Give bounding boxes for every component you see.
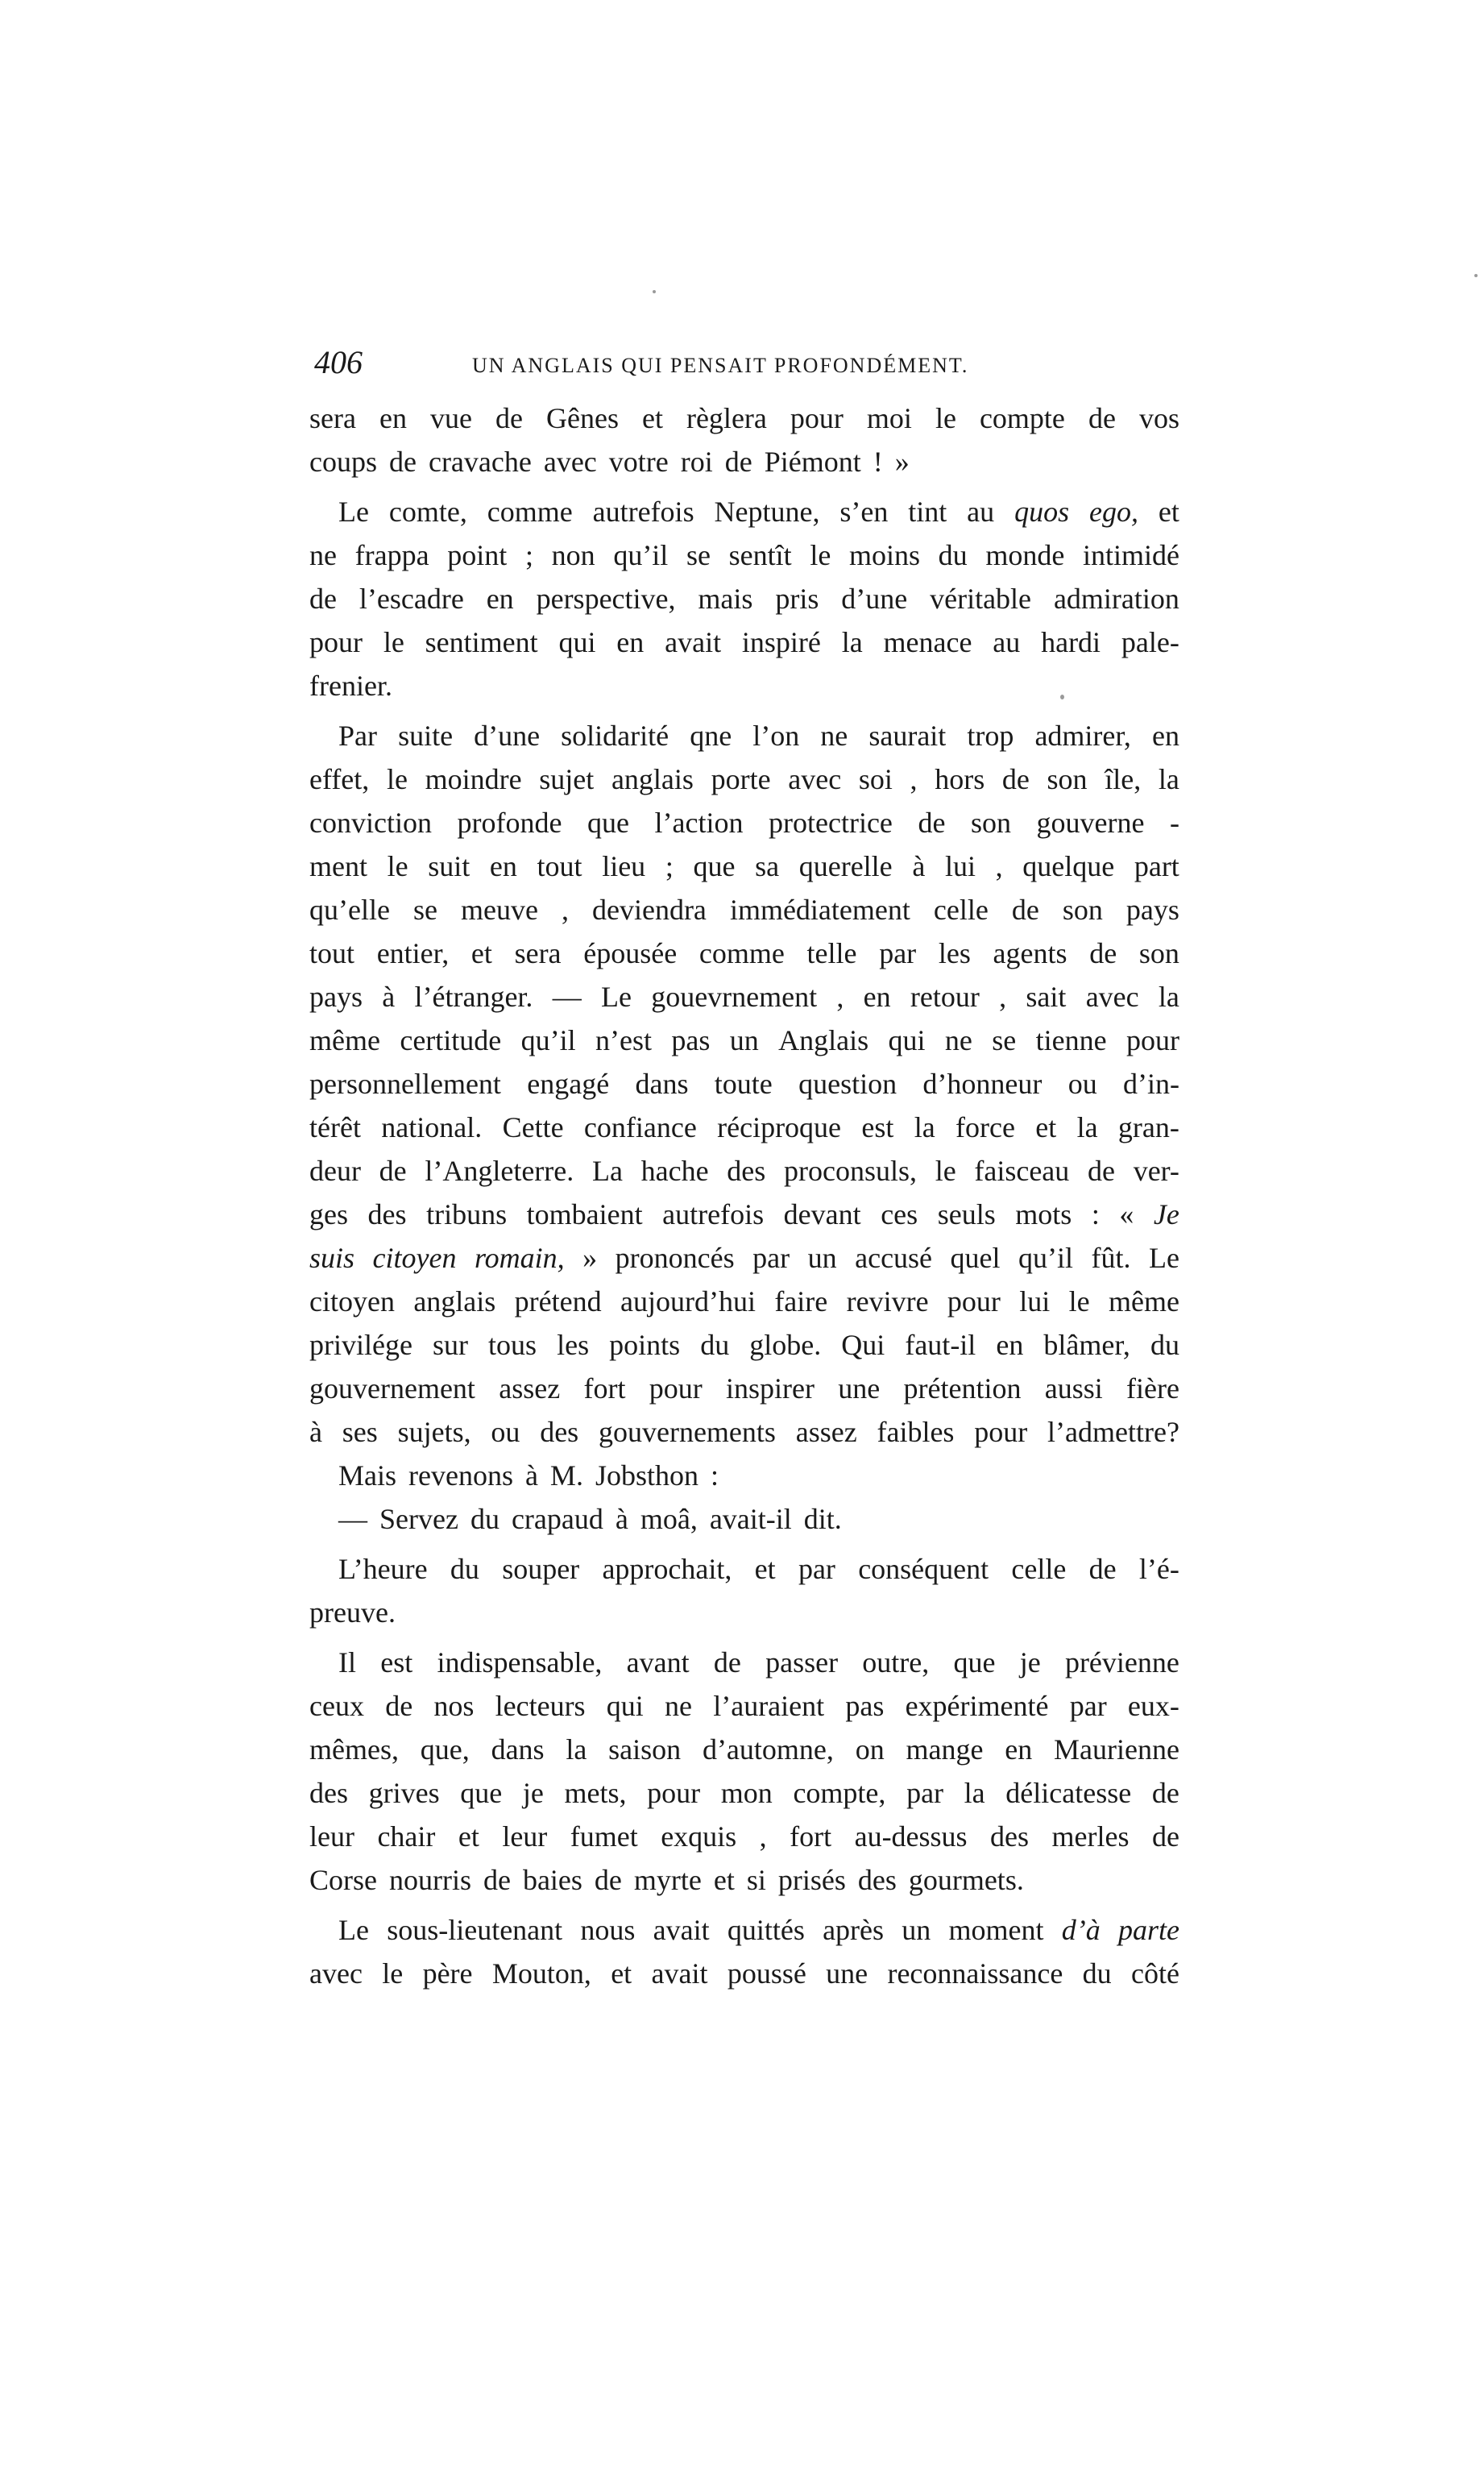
- text-line: conviction profonde que l’action protectrice de son gouverne -: [309, 807, 1179, 839]
- text-line: citoyen anglais prétend aujourd’hui faire revivre pour lui le même: [309, 1285, 1179, 1318]
- text-line: pour le sentiment qui en avait inspiré la menace au hardi pale-: [309, 626, 1179, 658]
- text-line: preuve.: [309, 1596, 396, 1629]
- text-line: Par suite d’une solidarité qne l’on ne saurait trop admirer, en: [338, 720, 1179, 752]
- speck-mark: [653, 290, 656, 293]
- paragraph-gap: [309, 708, 1179, 714]
- text-line: des grives que je mets, pour mon compte, par la délicatesse de: [309, 1777, 1179, 1809]
- speck-mark: [1060, 695, 1064, 699]
- text-line: personnellement engagé dans toute question d’honneur ou d’in-: [309, 1068, 1179, 1100]
- text-line: ment le suit en tout lieu ; que sa querelle à lui , quelque part: [309, 850, 1179, 882]
- page-number: 406: [314, 344, 363, 380]
- text-line: à ses sujets, ou des gouvernements assez faibles pour l’admettre?: [309, 1416, 1179, 1448]
- text-line: Le comte, comme autrefois Neptune, s’en tint au quos ego, et: [338, 496, 1179, 528]
- text-line: pays à l’étranger. — Le gouevrnement , en retour , sait avec la: [309, 981, 1179, 1013]
- text-line: mêmes, que, dans la saison d’automne, on mange en Maurienne: [309, 1733, 1179, 1766]
- text-line: effet, le moindre sujet anglais porte avec soi , hors de son île, la: [309, 763, 1179, 795]
- text-line: même certitude qu’il n’est pas un Anglais qui ne se tienne pour: [309, 1024, 1179, 1056]
- text-line: tout entier, et sera épousée comme telle par les agents de son: [309, 937, 1179, 969]
- paragraph-gap: [309, 1634, 1179, 1641]
- paragraph-gap: [309, 1902, 1179, 1908]
- text-line: gouvernement assez fort pour inspirer une prétention aussi fière: [309, 1372, 1179, 1405]
- text-line: — Servez du crapaud à moâ, avait-il dit.: [338, 1503, 842, 1535]
- text-line: L’heure du souper approchait, et par conséquent celle de l’é-: [338, 1553, 1179, 1585]
- body-text: [309, 396, 1179, 1995]
- text-line: deur de l’Angleterre. La hache des proconsuls, le faisceau de ver-: [309, 1155, 1179, 1187]
- text-line: Corse nourris de baies de myrte et si prisés des gourmets.: [309, 1864, 1024, 1896]
- text-line: qu’elle se meuve , deviendra immédiatement celle de son pays: [309, 894, 1179, 926]
- speck-mark: [1474, 274, 1478, 277]
- running-head: UN ANGLAIS QUI PENSAIT PROFONDÉMENT.: [472, 354, 969, 377]
- text-line: privilége sur tous les points du globe. Qui faut-il en blâmer, du: [309, 1329, 1179, 1361]
- page-header: [309, 338, 1196, 387]
- text-line: ne frappa point ; non qu’il se sentît le moins du monde intimidé: [309, 539, 1179, 571]
- text-line: leur chair et leur fumet exquis , fort au-dessus des merles de: [309, 1820, 1179, 1853]
- text-line: térêt national. Cette confiance réciproque est la force et la gran-: [309, 1111, 1179, 1143]
- text-line: ceux de nos lecteurs qui ne l’auraient pas expérimenté par eux-: [309, 1690, 1179, 1722]
- text-line: ges des tribuns tombaient autrefois devant ces seuls mots : « Je: [309, 1198, 1179, 1230]
- paragraph-gap: [309, 1541, 1179, 1547]
- text-line: Mais revenons à M. Jobsthon :: [338, 1459, 719, 1492]
- text-line: de l’escadre en perspective, mais pris d’une véritable admiration: [309, 583, 1179, 615]
- text-line: frenier.: [309, 670, 392, 702]
- text-line: avec le père Mouton, et avait poussé une reconnaissance du côté: [309, 1957, 1179, 1990]
- text-line: Il est indispensable, avant de passer outre, que je prévienne: [338, 1646, 1179, 1679]
- text-line: suis citoyen romain, » prononcés par un accusé quel qu’il fût. Le: [309, 1242, 1179, 1274]
- text-line: sera en vue de Gênes et règlera pour moi le compte de vos: [309, 402, 1179, 434]
- text-line: Le sous-lieutenant nous avait quittés après un moment d’à parte: [338, 1914, 1179, 1946]
- paragraph-gap: [309, 483, 1179, 490]
- text-line: coups de cravache avec votre roi de Piémont ! »: [309, 446, 910, 478]
